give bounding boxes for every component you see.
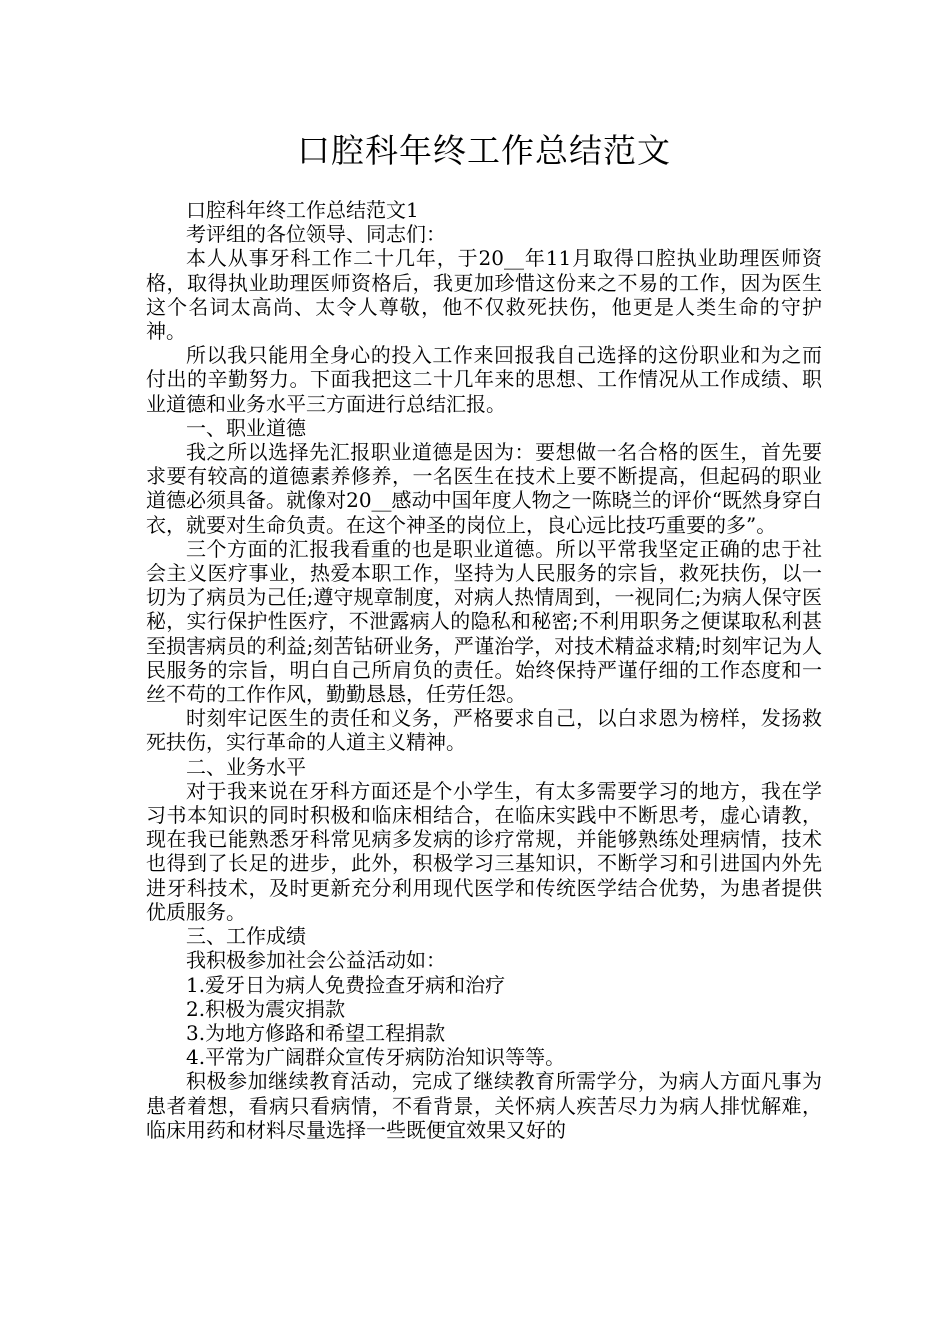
body-paragraph: 对于我来说在牙科方面还是个小学生，有太多需要学习的地方，我在学习书本知识的同时积极和临床相结合，在临床实践中不断思考，虚心请教，现在我已能熟悉牙科常见病多发病的诊疗常规，并能够熟练处理病情，技术也得到了长足的进步，此外，积极学习三基知识，不断学习和引进国内外先进牙科技术，及时更新充分利用现代医学和传统医学结合优势，为患者提供优质服务。 (146, 778, 822, 924)
section-heading: 三、工作成绩 (186, 924, 306, 949)
body-paragraph: 我积极参加社会公益活动如： (186, 948, 446, 973)
document-title: 口腔科年终工作总结范文 (297, 131, 671, 170)
list-item: 3.为地方修路和希望工程捐款 (186, 1020, 446, 1045)
body-paragraph: 积极参加继续教育活动，完成了继续教育所需学分，为病人方面凡事为患者着想，看病只看病情，不看背景，关怀病人疾苦尽力为病人排忧解难，临床用药和材料尽量选择一些既便宜效果又好的 (146, 1069, 822, 1142)
body-paragraph: 我之所以选择先汇报职业道德是因为：要想做一名合格的医生，首先要求要有较高的道德素养修养，一名医生在技术上要不断提高，但起码的职业道德必须具备。就像对20__感动中国年度人物之一陈晓兰的评价“既然身穿白衣，就要对生命负责。在这个神圣的岗位上，良心远比技巧重要的多”。 (146, 440, 822, 537)
document-body (146, 198, 822, 1142)
body-paragraph: 本人从事牙科工作二十几年，于20__年11月取得口腔执业助理医师资格，取得执业助理医师资格后，我更加珍惜这份来之不易的工作，因为医生这个名词太高尚、太令人尊敬，他不仅救死扶伤，他更是人类生命的守护神。 (146, 246, 822, 344)
section-heading: 二、业务水平 (186, 754, 306, 779)
list-item: 4.平常为广阔群众宣传牙病防治知识等等。 (186, 1045, 566, 1070)
list-item: 1.爱牙日为病人免费捡查牙病和治疗 (186, 972, 506, 997)
body-paragraph: 三个方面的汇报我看重的也是职业道德。所以平常我坚定正确的忠于社会主义医疗事业，热爱本职工作，坚持为人民服务的宗旨，救死扶伤，以一切为了病员为己任;遵守规章制度，对病人热情周到，一视同仁;为病人保守医秘，实行保护性医疗，不泄露病人的隐私和秘密;不利用职务之便谋取私利甚至损害病员的利益;刻苦钻研业务，严谨治学，对技术精益求精;时刻牢记为人民服务的宗旨，明白自己所肩负的责任。始终保持严谨仔细的工作态度和一丝不苟的工作作风，勤勤恳恳，任劳任怨。 (146, 536, 822, 707)
subtitle-paragraph: 口腔科年终工作总结范文1 (186, 198, 419, 222)
list-item: 2.积极为震灾捐款 (186, 996, 346, 1021)
body-paragraph: 时刻牢记医生的责任和义务，严格要求自己，以白求恩为榜样，发扬救死扶伤，实行革命的人道主义精神。 (146, 706, 822, 755)
section-heading: 一、职业道德 (186, 415, 306, 440)
salutation-paragraph: 考评组的各位领导、同志们： (186, 222, 446, 247)
body-paragraph: 所以我只能用全身心的投入工作来回报我自己选择的这份职业和为之而付出的辛勤努力。下面我把这二十几年来的思想、工作情况从工作成绩、职业道德和业务水平三方面进行总结汇报。 (146, 343, 822, 416)
